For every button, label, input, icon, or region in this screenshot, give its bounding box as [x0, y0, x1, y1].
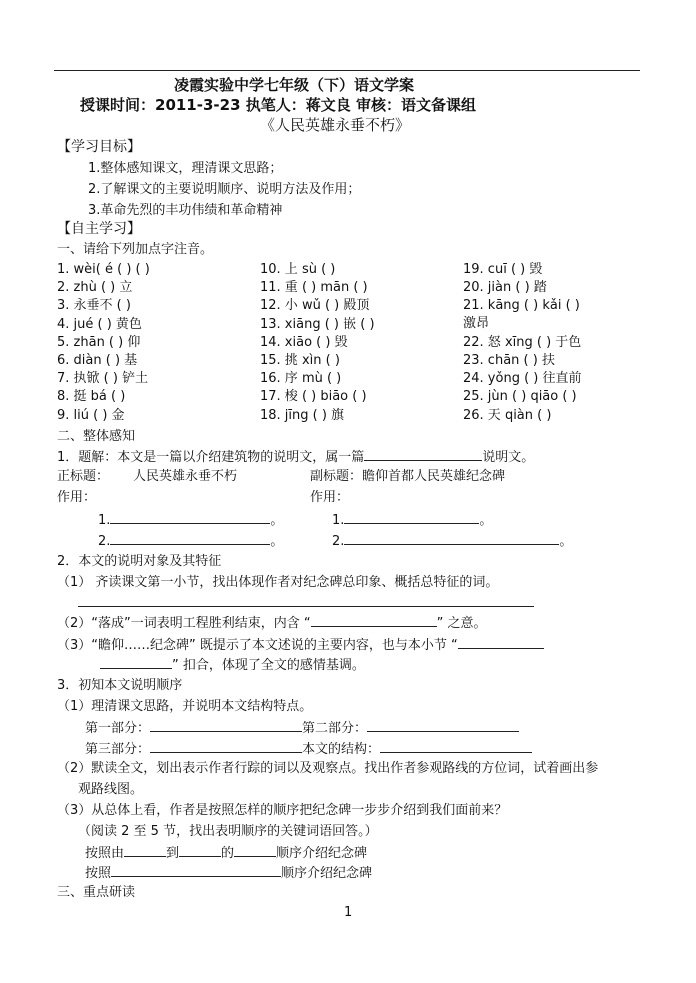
question-3-3: （3）从总体上看，作者是按照怎样的顺序把纪念碑一步步介绍到我们面前来？ [57, 803, 508, 818]
pinyin-item: 6. diàn ( ) 基 [57, 353, 138, 368]
pinyin-item: 18. jīng ( ) 旗 [260, 408, 345, 423]
answer-blank[interactable] [150, 740, 302, 753]
top-rule [54, 70, 640, 71]
part3-heading: 三、重点研读 [57, 885, 136, 900]
page-number: 1 [344, 905, 353, 920]
main-title: 人民英雄永垂不朽 [133, 469, 238, 484]
school-title: 凌霞实验中学七年级（下）语文学案 [174, 76, 415, 94]
effect-label: 作用： [310, 490, 350, 505]
pinyin-item: 26. 天 qiàn ( ) [463, 408, 552, 423]
question-1 [57, 448, 534, 466]
pinyin-item: 11. 重 ( ) mān ( ) [260, 280, 368, 295]
part-label: 第二部分： [302, 721, 368, 736]
part1-heading: 一、请给下列加点字注音。 [57, 242, 214, 257]
question-2-3-cont [100, 656, 365, 674]
pinyin-item: 16. 序 mù ( ) [260, 371, 342, 386]
pinyin-item: 5. zhān ( ) 仰 [57, 335, 141, 350]
question-text: 说明文。 [482, 450, 535, 465]
structure-row [85, 740, 532, 758]
goal-item: 1.整体感知课文，理清课文思路； [88, 161, 283, 176]
order-row [85, 844, 367, 862]
answer-blank[interactable] [124, 844, 166, 857]
answer-blank[interactable] [179, 844, 221, 857]
pinyin-item: 23. chān ( ) 扶 [463, 353, 555, 368]
pinyin-item: 7. 执锨 ( ) 铲土 [57, 371, 149, 386]
order-text: 顺序介绍纪念碑 [281, 866, 373, 881]
question-2-2 [57, 614, 486, 632]
effect-label: 作用： [57, 490, 97, 505]
question-2-1: （1） 齐读课文第一小节，找出体现作者对纪念碑总印象、概括总特征的词。 [57, 575, 499, 590]
item-number: 2. [332, 534, 345, 549]
pinyin-item: 15. 挑 xìn ( ) [260, 353, 340, 368]
pinyin-item: 4. jué ( ) 黄色 [57, 317, 142, 332]
part-label: 本文的结构： [302, 742, 381, 757]
question-text: ” 扣合，体现了全文的感情基调。 [172, 658, 365, 673]
main-title-label: 正标题： [57, 469, 110, 484]
self-study-heading: 【自主学习】 [57, 221, 141, 237]
answer-blank[interactable] [100, 656, 172, 669]
answer-blank[interactable] [110, 511, 270, 524]
order-text: 顺序介绍纪念碑 [276, 846, 368, 861]
question-3-2-cont: 观路线图。 [78, 782, 144, 797]
order-text: 按照 [85, 866, 112, 881]
effect-answer: 2. 。 [332, 534, 573, 549]
answer-blank[interactable] [110, 532, 270, 545]
answer-blank[interactable] [364, 448, 482, 461]
part2-heading: 二、整体感知 [57, 429, 136, 444]
pinyin-item: 2. zhù ( ) 立 [57, 280, 133, 295]
pinyin-item: 1. wèi( é ( ) ( ) [57, 262, 150, 277]
order-text: 到 [166, 846, 180, 861]
question-3-1: （1）理清课文思路，并说明本文结构特点。 [57, 699, 313, 714]
answer-blank[interactable] [311, 614, 437, 627]
question-text: ” 之意。 [436, 616, 487, 631]
pinyin-item: 13. xiāng ( ) 嵌 ( ) [260, 317, 375, 332]
meta-line: 授课时间：2011-3-23 执笔人：蒋文良 审核：语文备课组 [80, 96, 476, 114]
pinyin-item: 3. 永垂不 ( ) [57, 298, 131, 313]
question-text: （3）“瞻仰……纪念碑” 既提示了本文述说的主要内容，也与本小节 “ [57, 638, 458, 653]
answer-blank[interactable] [458, 636, 544, 649]
answer-blank[interactable] [234, 844, 276, 857]
lesson-title: 《人民英雄永垂不朽》 [260, 116, 411, 134]
goals-heading: 【学习目标】 [57, 139, 141, 155]
pinyin-item: 14. xiāo ( ) 毁 [260, 335, 348, 350]
part-label: 第一部分： [85, 721, 151, 736]
pinyin-item: 激昂 [463, 316, 490, 331]
pinyin-item: 24. yǒng ( ) 往直前 [463, 371, 582, 386]
question-3-3-hint: （阅读 2 至 5 节，找出表明顺序的关键词语回答。） [78, 824, 378, 839]
effect-answer: 2. 。 [98, 534, 284, 549]
item-number: 2. [98, 534, 111, 549]
pinyin-item: 17. 梭 ( ) biāo ( ) [260, 389, 367, 404]
pinyin-item: 25. jùn ( ) qiāo ( ) [463, 389, 577, 404]
pinyin-item: 19. cuī ( ) 毁 [463, 262, 543, 277]
question-text: （2）“落成”一词表明工程胜利结束，内含 “ [57, 616, 311, 631]
question-text: 1．题解：本文是一篇以介绍建筑物的说明文，属一篇 [57, 450, 365, 465]
pinyin-item: 21. kāng ( ) kǎi ( ) [463, 298, 580, 313]
order-text: 的 [221, 846, 235, 861]
pinyin-item: 12. 小 wǔ ( ) 殿顶 [260, 298, 370, 313]
order-text: 按照由 [85, 846, 125, 861]
pinyin-item: 9. liú ( ) 金 [57, 408, 125, 423]
question-2: 2．本文的说明对象及其特征 [57, 554, 222, 569]
effect-answer: 1. 。 [98, 513, 284, 528]
pinyin-item: 10. 上 sù ( ) [260, 262, 336, 277]
answer-blank[interactable] [367, 719, 519, 732]
item-number: 1. [332, 513, 345, 528]
answer-blank[interactable] [344, 532, 559, 545]
pinyin-item: 20. jiàn ( ) 踏 [463, 280, 547, 295]
order-row [85, 864, 372, 882]
goal-item: 3.革命先烈的丰功伟绩和革命精神 [88, 203, 283, 218]
goal-item: 2.了解课文的主要说明顺序、说明方法及作用； [88, 182, 361, 197]
effect-answer: 1. 。 [332, 513, 493, 528]
answer-blank[interactable] [111, 864, 281, 877]
answer-blank[interactable] [380, 740, 532, 753]
part-label: 第三部分： [85, 742, 151, 757]
answer-blank[interactable] [150, 719, 302, 732]
structure-row [85, 719, 519, 737]
answer-blank[interactable] [344, 511, 479, 524]
question-3-2: （2）默读全文，划出表示作者行踪的词以及观察点。找出作者参观路线的方位词，试着画出参 [57, 761, 599, 776]
question-3: 3．初知本文说明顺序 [57, 678, 183, 693]
item-number: 1. [98, 513, 111, 528]
sub-title-label: 副标题：瞻仰首都人民英雄纪念碑 [310, 469, 506, 484]
pinyin-item: 22. 怒 xīng ( ) 于色 [463, 335, 582, 350]
pinyin-item: 8. 挺 bá ( ) [57, 389, 126, 404]
question-2-3 [57, 636, 544, 654]
answer-line[interactable] [78, 606, 534, 607]
